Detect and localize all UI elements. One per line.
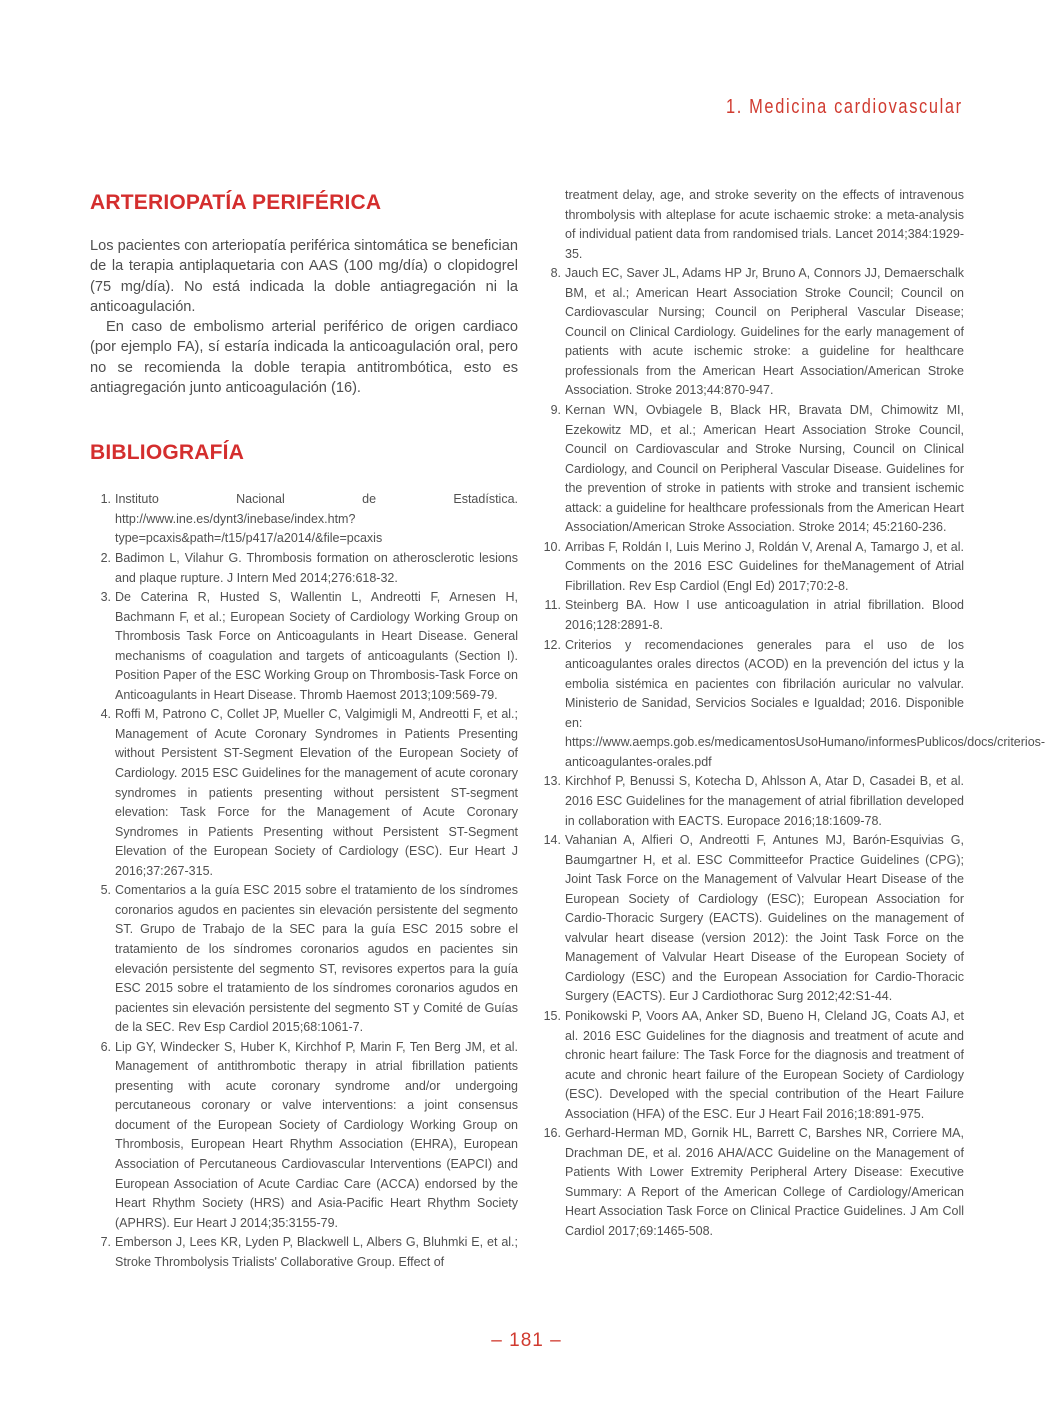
reference-number: 13.	[543, 774, 561, 789]
reference-number: 15.	[543, 1008, 561, 1023]
reference-list	[90, 490, 518, 1272]
reference-item	[90, 588, 518, 705]
reference-number: 5.	[100, 883, 111, 898]
right-column	[540, 186, 1046, 1242]
reference-text: treatment delay, age, and stroke severity on the effects of intravenous thrombolysis with alteplase for acute ischaemic stroke: a meta-analysis of individual patient data from randomised trials. Lancet 2014;384:1929-35.	[565, 188, 964, 261]
page-number: – 181 –	[491, 1330, 562, 1351]
reference-item	[90, 549, 518, 588]
reference-item	[540, 538, 964, 597]
reference-list	[540, 186, 1046, 1242]
reference-text: Jauch EC, Saver JL, Adams HP Jr, Bruno A, Connors JJ, Demaerschalk BM, et al.; American Heart Association Stroke Council; Council on Cardiovascular Nursing; Council on Peripheral Vascular Disease; Council on Clinical Cardiology. Guidelines for the early management of patients with acute ischemic stroke: a guideline for healthcare professionals from the American Heart Association/American Stroke Association. Stroke 2013;44:870-947.	[565, 266, 964, 398]
reference-text: Steinberg BA. How I use anticoagulation in atrial fibrillation. Blood 2016;128:2891-8.	[565, 598, 964, 633]
reference-item	[540, 831, 964, 1007]
reference-item	[90, 1038, 518, 1233]
reference-text: Comentarios a la guía ESC 2015 sobre el tratamiento de los síndromes coronarios agudos en pacientes sin elevación persistente del segmento ST. Grupo de Trabajo de la SEC para la guía ESC 2015 sobre el tratamiento de los síndromes coronarios agudos en pacientes sin elevación persistente del segmento ST, revisores expertos para la guía ESC 2015 sobre el tratamiento de los síndromes coronarios agudos en pacientes sin elevación persistente del segmento ST y Comité de Guías de la SEC. Rev Esp Cardiol 2015;68:1061-7.	[115, 883, 518, 1035]
reference-number: 12.	[543, 637, 561, 652]
reference-text: Lip GY, Windecker S, Huber K, Kirchhof P, Marin F, Ten Berg JM, et al. Management of antithrombotic therapy in atrial fibrillation patients presenting with acute coronary syndrome and/or undergoing percutaneous coronary or valve interventions: a joint consensus document of the European Society of Cardiology Working Group on Thrombosis, European Heart Rhythm Association (EHRA), European Association of Percutaneous Cardiovascular Interventions (EAPCI) and European Association of Acute Cardiac Care (ACCA) endorsed by the Heart Rhythm Society (HRS) and Asia-Pacific Heart Rhythm Society (APHRS). Eur Heart J 2014;35:3155-79.	[115, 1039, 518, 1230]
reference-item	[540, 596, 964, 635]
reference-item	[540, 264, 964, 401]
reference-number: 4.	[100, 707, 111, 722]
reference-number: 16.	[543, 1126, 561, 1141]
reference-item	[540, 772, 964, 831]
reference-text: Ponikowski P, Voors AA, Anker SD, Bueno H, Cleland JG, Coats AJ, et al. 2016 ESC Guidelines for the diagnosis and treatment of acute and chronic heart failure: The Task Force for the diagnosis and treatment of acute and chronic heart failure of the European Society of Cardiology (ESC). Developed with the special contribution of the Heart Failure Association (HFA) of the ESC. Eur J Heart Fail 2016;18:891-975.	[565, 1008, 964, 1121]
reference-number: 9.	[550, 403, 561, 418]
reference-text: Emberson J, Lees KR, Lyden P, Blackwell L, Albers G, Bluhmki E, et al.; Stroke Thrombolysis Trialists' Collaborative Group. Effect of	[115, 1235, 518, 1269]
reference-number: 7.	[100, 1235, 111, 1250]
reference-item	[90, 1233, 518, 1272]
reference-item	[90, 705, 518, 881]
reference-text: De Caterina R, Husted S, Wallentin L, Andreotti F, Arnesen H, Bachmann F, et al.; European Society of Cardiology Working Group on Thrombosis Task Force on Anticoagulants in Heart Disease. General mechanisms of coagulation and targets of anticoagulants (Section I). Position Paper of the ESC Working Group on Thrombosis-Task Force on Anticoagulants in Heart Disease. Thromb Haemost 2013;109:569-79.	[115, 590, 518, 702]
running-header: 1. Medicina cardiovascular	[726, 96, 963, 118]
section-heading-arteriopatia: ARTERIOPATÍA PERIFÉRICA	[90, 191, 382, 214]
reference-text: Vahanian A, Alfieri O, Andreotti F, Antunes MJ, Barón-Esquivias G, Baumgartner H, et al. ESC Committeefor Practice Guidelines (CPG); Joint Task Force on the Management of Valvular Heart Disease of the European Society of Cardiology (ESC); European Association for Cardio-Thoracic Surgery (EACTS). Guidelines on the management of valvular heart disease (version 2012): the Joint Task Force on the Management of Valvular Heart Disease of the European Society of Cardiology (ESC) and the European Association for Cardio-Thoracic Surgery (EACTS). Eur J Cardiothorac Surg 2012;42:S1-44.	[565, 833, 964, 1004]
reference-text: Criterios y recomendaciones generales para el uso de los anticoagulantes orales directos (ACOD) en la prevención del ictus y la embolia sistémica en pacientes con fibrilación auricular no valvular. Ministerio de Sanidad, Servicios Sociales e Igualdad; 2016. Disponible en: https://www.aemps.gob.es/medicamentosUsoHumano/informesPublicos/docs/criterios-anticoagulantes-orales.pdf	[565, 637, 1046, 769]
reference-item	[540, 636, 1046, 773]
reference-number: 6.	[100, 1039, 111, 1054]
section-heading-bibliografia: BIBLIOGRAFÍA	[90, 441, 245, 465]
reference-number: 11.	[544, 598, 561, 613]
reference-text: Kernan WN, Ovbiagele B, Black HR, Bravata DM, Chimowitz MI, Ezekowitz MD, et al.; American Heart Association Stroke Council, Council on Cardiovascular and Stroke Nursing, Council on Clinical Cardiology, and Council on Peripheral Vascular Disease. Guidelines for the prevention of stroke in patients with stroke and transient ischemic attack: a guideline for healthcare professionals from the American Heart Association/American Stroke Association. Stroke 2014; 45:2160-236.	[565, 403, 964, 535]
reference-item	[90, 881, 518, 1037]
left-column	[90, 186, 518, 1272]
reference-item	[90, 490, 518, 549]
reference-text: Gerhard-Herman MD, Gornik HL, Barrett C, Barshes NR, Corriere MA, Drachman DE, et al. 2016 AHA/ACC Guideline on the Management of Patients With Lower Extremity Peripheral Artery Disease: Executive Summary: A Report of the American College of Cardiology/American Heart Association Task Force on Clinical Practice Guidelines. J Am Coll Cardiol 2017;69:1465-508.	[565, 1126, 964, 1238]
reference-number: 8.	[550, 266, 561, 281]
reference-text: Arribas F, Roldán I, Luis Merino J, Roldán V, Arenal A, Tamargo J, et al. Comments on the 2016 ESC Guidelines for theManagement of Atrial Fibrillation. Rev Esp Cardiol (Engl Ed) 2017;70:2-8.	[565, 539, 964, 593]
reference-number: 14.	[543, 833, 561, 848]
reference-item	[540, 401, 964, 538]
reference-number: 10.	[543, 539, 561, 554]
reference-text: Roffi M, Patrono C, Collet JP, Mueller C, Valgimigli M, Andreotti F, et al.; Management of Acute Coronary Syndromes in Patients Presenting without Persistent ST-Segment Elevation of the European Society of Cardiology. 2015 ESC Guidelines for the management of acute coronary syndromes in patients presenting without persistent ST-segment elevation: Task Force for the Management of Acute Coronary Syndromes in Patients Presenting without Persistent ST-Segment Elevation of the European Society of Cardiology (ESC). Eur Heart J 2016;37:267-315.	[115, 707, 518, 878]
reference-number: 3.	[100, 590, 111, 605]
reference-item	[540, 1124, 964, 1241]
reference-continuation	[540, 186, 964, 264]
reference-item	[540, 1007, 964, 1124]
body-paragraph: En caso de embolismo arterial periférico de origen cardiaco (por ejemplo FA), sí estaría indicada la anticoagulación oral, pero no se recomienda la doble terapia antitrombótica, esto es antiagregación junto anticoagulación (16).	[90, 319, 518, 397]
reference-text: Badimon L, Vilahur G. Thrombosis formation on atherosclerotic lesions and plaque rupture. J Intern Med 2014;276:618-32.	[115, 551, 518, 585]
reference-number: 2.	[100, 551, 111, 566]
reference-text: Kirchhof P, Benussi S, Kotecha D, Ahlsson A, Atar D, Casadei B, et al. 2016 ESC Guidelines for the management of atrial fibrillation developed in collaboration with EACTS. Europace 2016;18:1609-78.	[565, 774, 964, 828]
reference-number: 1.	[100, 492, 111, 507]
body-paragraph: Los pacientes con arteriopatía periférica sintomática se benefician de la terapia antiplaquetaria con AAS (100 mg/día) o clopidogrel (75 mg/día). No está indicada la doble antiagregación ni la anticoagulación.	[90, 238, 518, 315]
reference-text: Instituto Nacional de Estadística. http://www.ine.es/dynt3/inebase/index.htm?type=pcaxis&path=/t15/p417/a2014/&file=pcaxis	[115, 492, 518, 546]
